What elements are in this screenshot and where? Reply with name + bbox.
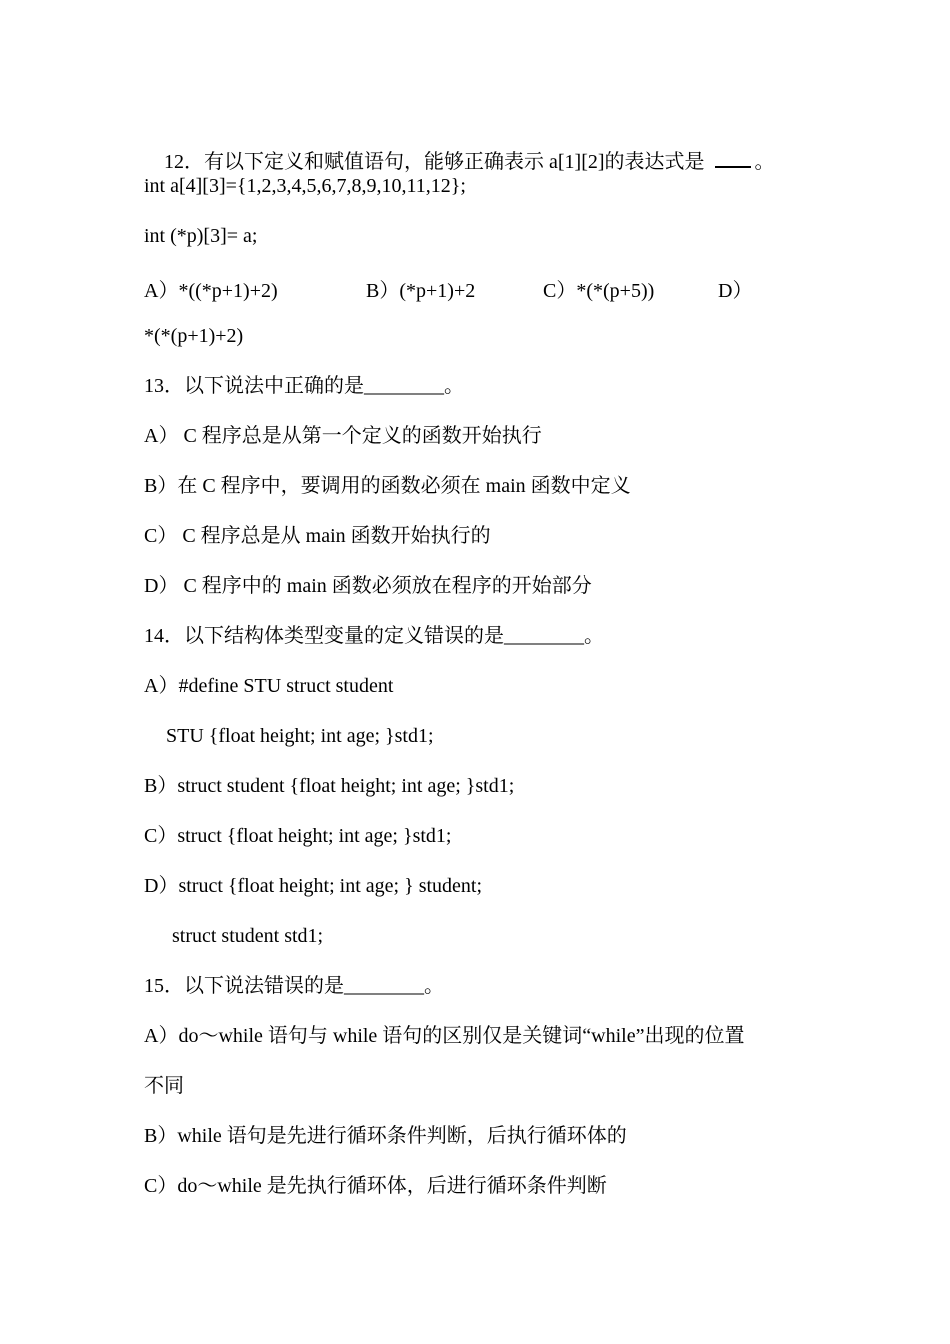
q12-stem: 12．有以下定义和赋值语句，能够正确表示 a[1][2]的表达式是 — [164, 151, 705, 173]
q15-option-a-continued: 不同 — [144, 1075, 184, 1097]
q14-option-c: C）struct {float height; int age; }std1; — [144, 825, 452, 847]
q14-option-d-continued: struct student std1; — [172, 925, 324, 947]
q14-option-b: B）struct student {float height; int age; }std1; — [144, 775, 515, 797]
q12-option-d: D） — [718, 280, 753, 302]
q14-option-d: D）struct {float height; int age; } student; — [144, 875, 483, 897]
q13-option-d: D） C 程序中的 main 函数必须放在程序的开始部分 — [144, 575, 592, 597]
q13-option-c: C） C 程序总是从 main 函数开始执行的 — [144, 525, 491, 547]
q12-answer-blank — [715, 148, 751, 168]
q15-option-a: A）do～while 语句与 while 语句的区别仅是关键词“while”出现的位置 — [144, 1025, 745, 1047]
q12-option-c: C）*(*(p+5)) — [543, 280, 655, 302]
q14-option-a-continued: STU {float height; int age; }std1; — [166, 725, 434, 747]
q12-code-line-2: int (*p)[3]= a; — [144, 225, 258, 247]
q14-stem: 14．以下结构体类型变量的定义错误的是________。 — [144, 625, 604, 647]
q14-option-a: A）#define STU struct student — [144, 675, 394, 697]
q12-option-d-continued: *(*(p+1)+2) — [144, 325, 244, 347]
q12-option-a: A）*((*p+1)+2) — [144, 280, 278, 302]
q12-stem-end: 。 — [754, 151, 775, 173]
q12-option-b: B）(*p+1)+2 — [366, 280, 476, 302]
q15-option-c: C）do～while 是先执行循环体，后进行循环条件判断 — [144, 1175, 607, 1197]
q15-stem: 15．以下说法错误的是________。 — [144, 975, 444, 997]
q15-option-b: B）while 语句是先进行循环条件判断，后执行循环体的 — [144, 1125, 627, 1147]
q12-code-line-1: int a[4][3]={1,2,3,4,5,6,7,8,9,10,11,12}; — [144, 175, 466, 197]
q13-option-b: B）在 C 程序中，要调用的函数必须在 main 函数中定义 — [144, 475, 631, 497]
q13-stem: 13．以下说法中正确的是________。 — [144, 375, 464, 397]
q13-option-a: A） C 程序总是从第一个定义的函数开始执行 — [144, 425, 542, 447]
